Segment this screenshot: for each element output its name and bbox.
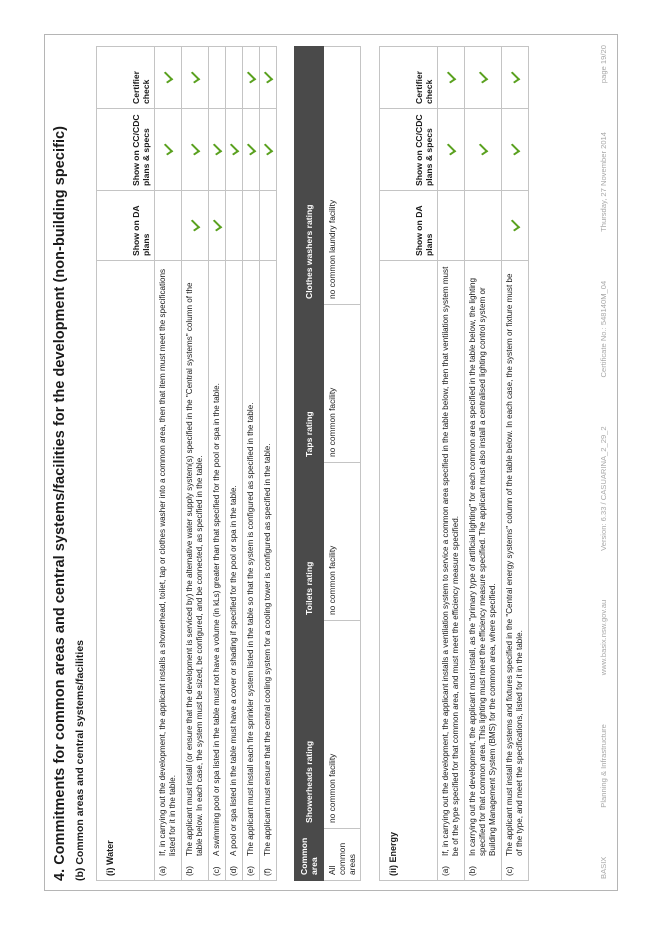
col-certifier: Certifier check (380, 47, 438, 109)
cert-cell (209, 47, 226, 109)
water-item-c (209, 47, 226, 881)
item-label: (a) (441, 866, 450, 876)
da-cell (465, 191, 502, 261)
page-title: 4. Commitments for common areas and central systems/facilities for the development (non-building specific) (52, 125, 68, 881)
check-icon (243, 72, 257, 84)
da-cell (226, 191, 243, 261)
footer-version: Version: 6.33 / CASUARINA_2_29_2 (599, 426, 608, 551)
item-text: The applicant must install each fire sprinkler system listed in the table so that the system is configured as specified in the table. (246, 402, 255, 856)
table-cell: no common facility (324, 305, 361, 463)
da-cell (260, 191, 277, 261)
check-icon (160, 72, 174, 84)
cc-cell (502, 109, 529, 191)
cert-cell (260, 47, 277, 109)
item-label: (d) (229, 866, 238, 876)
cert-cell (465, 47, 502, 109)
da-cell (438, 191, 465, 261)
col-show-cc: Show on CC/CDC plans & specs (97, 109, 155, 191)
table-cell: no common facility (324, 621, 361, 829)
col-show-cc: Show on CC/CDC plans & specs (380, 109, 438, 191)
cert-cell (182, 47, 209, 109)
energy-header-row (380, 47, 438, 881)
section-subtitle: (b) Common areas and central systems/facilities (74, 639, 86, 881)
cc-cell (260, 109, 277, 191)
check-icon (260, 144, 274, 156)
item-text: If, in carrying out the development, the applicant installs a showerhead, toilet, tap or clothes washer into a common area, then that item must meet the specifications listed for it in the table. (158, 268, 177, 856)
da-cell (502, 191, 529, 261)
check-icon (507, 72, 521, 84)
ratings-header: Toilets rating (295, 463, 324, 621)
water-item-b (182, 47, 209, 881)
check-icon (187, 144, 201, 156)
table-cell: no common laundry facility (324, 47, 361, 305)
check-icon (475, 144, 489, 156)
cc-cell (209, 109, 226, 191)
energy-heading: (ii) Energy (380, 261, 438, 881)
footer-date: Thursday, 27 November 2014 (599, 131, 608, 232)
check-icon (209, 144, 223, 156)
page-footer (599, 45, 608, 879)
item-text: In carrying out the development, the applicant must install, as the "primary type of artificial lighting" for each common area specified in the table below, the lighting specified for that common area. This lighting must meet the efficiency measure specified. The applicant must also install a centralised lighting control system or Building Management System (BMS) for the common area, where specified. (468, 277, 497, 856)
ratings-header: Common area (295, 829, 324, 881)
check-icon (209, 220, 223, 232)
ratings-header-row (295, 47, 324, 881)
table-row (324, 47, 361, 881)
water-item-d (226, 47, 243, 881)
item-label: (e) (246, 866, 255, 876)
cert-cell (155, 47, 182, 109)
item-label: (b) (185, 866, 194, 876)
da-cell (243, 191, 260, 261)
check-icon (507, 220, 521, 232)
cert-cell (243, 47, 260, 109)
item-text: The applicant must install the systems and fixtures specified in the "Central energy systems" column of the table below. In each case, the system or fixture must be of the type, and meet the specifications, listed for it in the table. (505, 273, 524, 856)
energy-item-b (465, 47, 502, 881)
footer-url: www.basix.nsw.gov.au (599, 599, 608, 676)
water-ratings-table (294, 46, 361, 881)
item-label: (c) (505, 866, 514, 876)
col-certifier: Certifier check (97, 47, 155, 109)
check-icon (187, 72, 201, 84)
water-commitments-table (96, 46, 277, 881)
water-item-f (260, 47, 277, 881)
check-icon (260, 72, 274, 84)
energy-item-a (438, 47, 465, 881)
water-heading: (i) Water (97, 261, 155, 881)
cc-cell (226, 109, 243, 191)
item-label: (b) (468, 866, 477, 876)
ratings-header: Showerheads rating (295, 621, 324, 829)
item-text: The applicant must install (or ensure that the development is serviced by) the alternative water supply system(s) specified in the "Central systems" column of the table below. In each case, the system must be sized, be configured, and be connected, as specified in the table. (185, 282, 204, 856)
ratings-header: Clothes washers rating (295, 47, 324, 305)
check-icon (443, 144, 457, 156)
footer-page: page 19/20 (599, 45, 608, 84)
da-cell (155, 191, 182, 261)
check-icon (160, 144, 174, 156)
check-icon (475, 72, 489, 84)
item-label: (f) (263, 868, 272, 876)
cc-cell (155, 109, 182, 191)
cc-cell (243, 109, 260, 191)
ratings-header: Taps rating (295, 305, 324, 463)
da-cell (182, 191, 209, 261)
water-item-e (243, 47, 260, 881)
cert-cell (502, 47, 529, 109)
col-show-da: Show on DA plans (380, 191, 438, 261)
da-cell (209, 191, 226, 261)
energy-commitments-table (379, 46, 529, 881)
cert-cell (438, 47, 465, 109)
water-item-a (155, 47, 182, 881)
table-cell: All common areas (324, 829, 361, 881)
footer-basix: BASIX (599, 856, 608, 879)
item-text: If, in carrying out the development, the applicant installs a ventilation system to service a common area specified in the table below, then that ventilation system must be of the type specified for that common area, and must meet the efficiency measure specified. (441, 266, 460, 856)
cert-cell (226, 47, 243, 109)
check-icon (243, 144, 257, 156)
item-text: The applicant must ensure that the central cooling system for a cooling tower is configured as specified in the table. (263, 443, 272, 856)
check-icon (187, 220, 201, 232)
rotated-page (44, 34, 618, 891)
table-cell: no common facility (324, 463, 361, 621)
water-header-row (97, 47, 155, 881)
item-text: A pool or spa listed in the table must have a cover or shading if specified for the pool or spa in the table. (229, 485, 238, 856)
footer-dept: Planning & Infrastructure (599, 724, 608, 808)
cc-cell (465, 109, 502, 191)
col-show-da: Show on DA plans (97, 191, 155, 261)
check-icon (443, 72, 457, 84)
check-icon (226, 144, 240, 156)
footer-certificate: Certificate No.: 548140M_04 (599, 280, 608, 378)
energy-item-c (502, 47, 529, 881)
item-label: (a) (158, 866, 167, 876)
item-label: (c) (212, 866, 221, 876)
page-content (52, 47, 529, 881)
item-text: A swimming pool or spa listed in the table must not have a volume (in kLs) greater than that specified for the pool or spa in the table. (212, 383, 221, 856)
check-icon (507, 144, 521, 156)
cc-cell (438, 109, 465, 191)
cc-cell (182, 109, 209, 191)
